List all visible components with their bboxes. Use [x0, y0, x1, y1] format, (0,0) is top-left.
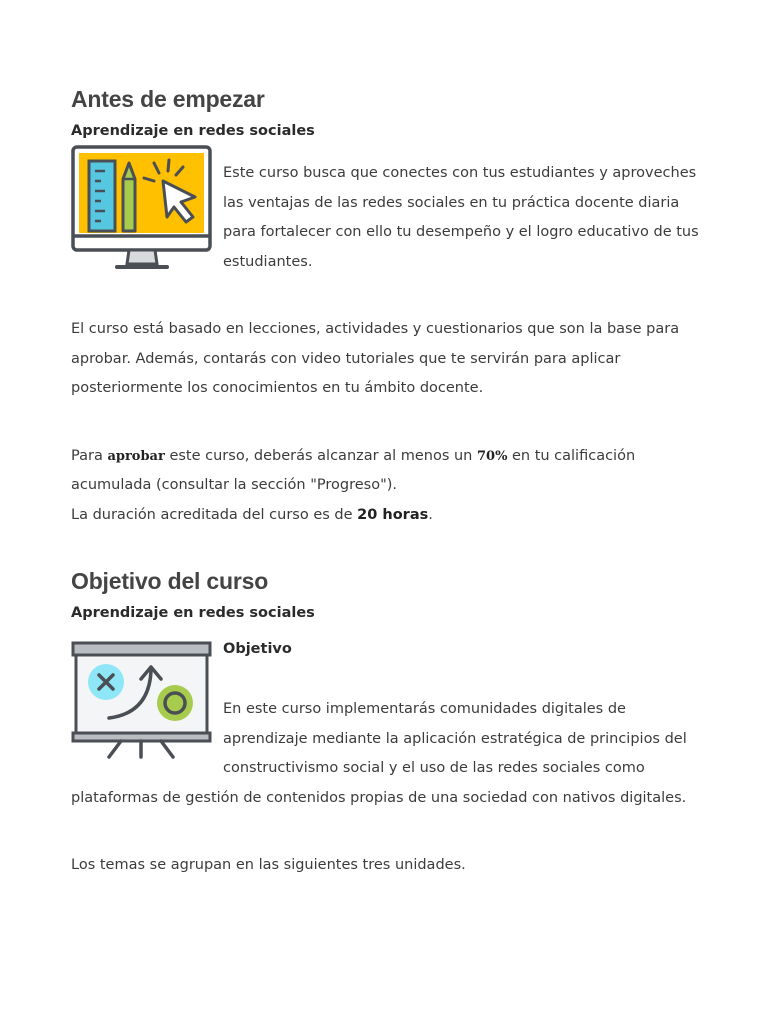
- content: [71, 86, 701, 881]
- objective-paragraph: En este curso implementarás comunidades digitales de aprendizaje mediante la aplicación estratégica de principios del constructivismo social y el uso de las redes sociales como plataformas de gestión de contenidos propias de una sociedad con nativos digitales.: [71, 701, 687, 806]
- paragraph-duration: [71, 501, 701, 531]
- objective-label: Objetivo: [223, 641, 292, 657]
- design-tools-monitor-icon: [71, 145, 212, 272]
- paragraph-lessons: El curso está basado en lecciones, actividades y cuestionarios que son la base para aprobar. Además, contarás con video tutoriales que te servirán para aplicar posteriormente los conocimientos en tu ámbito docente.: [71, 321, 680, 396]
- closing-paragraph: Los temas se agrupan en las siguientes tres unidades.: [71, 857, 466, 873]
- approval-text-3: en tu calificación acumulada (consultar la sección "Progreso").: [71, 447, 636, 493]
- section-subtitle: Aprendizaje en redes sociales: [71, 123, 315, 139]
- approval-text-2: este curso, deberás alcanzar al menos un: [164, 447, 477, 464]
- approval-bold-percent: 70%: [476, 448, 512, 464]
- section-title-antes: Antes de empezar: [71, 86, 265, 112]
- duration-text-2: .: [428, 506, 433, 523]
- duration-text-1: La duración acreditada del curso es de: [71, 506, 358, 523]
- objective-block: [71, 641, 701, 813]
- approval-bold-aprobar: aprobar: [107, 448, 165, 464]
- approval-text-1: Para: [71, 447, 108, 464]
- section-subtitle-2: Aprendizaje en redes sociales: [71, 605, 315, 621]
- strategy-board-icon: [71, 641, 212, 763]
- duration-bold-hours: 20 horas: [357, 506, 429, 523]
- section-title-objetivo: Objetivo del curso: [71, 568, 269, 594]
- paragraph-approval: [71, 442, 701, 501]
- intro-paragraph: Este curso busca que conectes con tus estudiantes y aproveches las ventajas de las redes sociales en tu práctica docente diaria para fortalecer con ello tu desempeño y el logro educativo de tus estudiantes.: [223, 165, 699, 270]
- intro-block: [71, 145, 701, 277]
